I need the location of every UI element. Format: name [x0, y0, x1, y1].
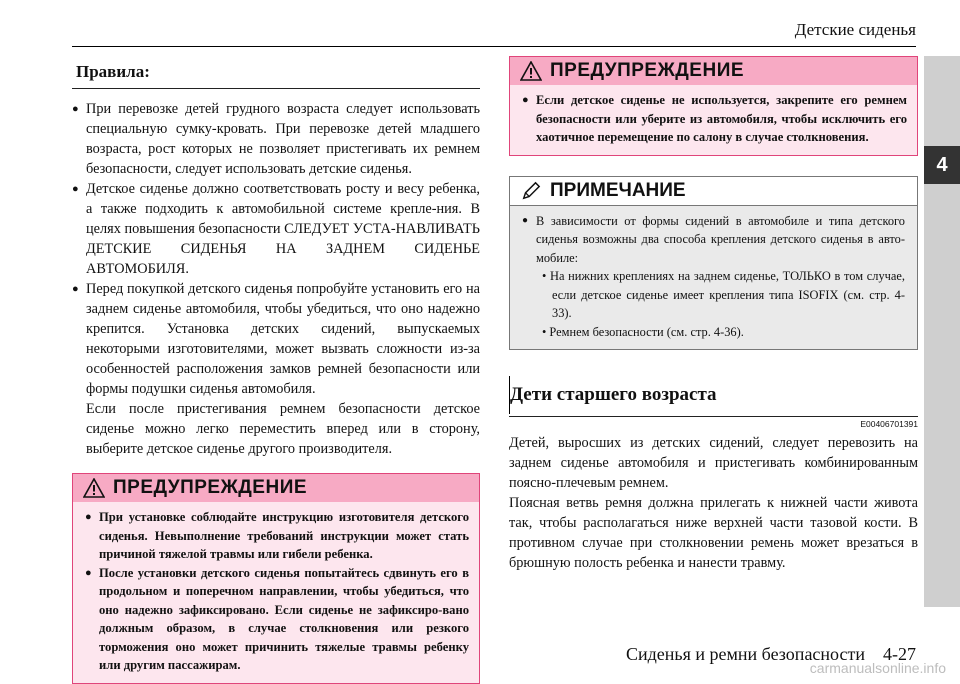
warning-item: ● Если детское сиденье не используется, закрепите его ремнем безопасности или уберите из автомобиля, чтобы исключить его хаотичное перемещение по салону в случае столкновения. — [522, 91, 907, 147]
warning-header — [510, 57, 917, 85]
warning-box-left — [72, 473, 480, 684]
rule-extra-paragraph: Если после пристегивания ремнем безопасности детское сиденье можно легко переместить вперед или в сторону, выберите детское сиденье другого производителя. — [86, 401, 480, 457]
note-subitem: • Ремнем безопасности (см. стр. 4-36). — [542, 324, 744, 339]
note-subitem: • На нижних креплениях на заднем сиденье, ТОЛЬКО в том случае, если детское сиденье имеет крепления типа ISOFIX (см. стр. 4-33). — [542, 269, 905, 320]
pencil-icon — [520, 181, 542, 201]
section-paragraph: Поясная ветвь ремня должна прилегать к нижней части живота так, чтобы располагаться ниже верхней части тазовой кости. В противном случае при столкновении ремень может врезаться в брюшную полость ребенка и нанести травму. — [509, 495, 918, 571]
footer-section-name: Сиденья и ремни безопасности — [625, 644, 865, 664]
section-paragraph: Детей, выросших из детских сидений, следует перевозить на заднем сиденье автомобиля и пристегивать комбинированным поясно-плечевым ремнем. — [509, 435, 918, 491]
page-header-title: Детские сиденья — [794, 20, 916, 39]
section-rule — [509, 416, 918, 417]
warning-body — [510, 85, 917, 155]
warning-box-right — [509, 56, 918, 156]
page-number: 4-27 — [883, 644, 916, 664]
rule-item: ● Детское сиденье должно соответствовать росту и весу ребенка, а также подходить к автомобильной системе крепле-ния. В целях повышения безопасности СЛЕДУЕТ УСТА-НАВЛИВАТЬ ДЕТСКИЕ СИДЕНЬЯ НА ЗАДНЕМ СИДЕНЬЕ АВТОМОБИЛЯ. — [72, 179, 480, 279]
side-thumb-tab — [924, 56, 960, 607]
section-title: Дети старшего возраста — [510, 384, 717, 405]
warning-triangle-icon — [83, 478, 105, 498]
rule-item: ● Перед покупкой детского сиденья попробуйте установить его на заднем сиденье автомобиля, чтобы убедиться, что оно надежно крепится. Установка детских сидений, выпускаемых некоторыми изготовителями, может вызвать сложности из-за особенностей расположения замков ремней безопасности или формы подушки сиденья автомобиля. — [72, 279, 480, 399]
rules-list — [72, 99, 480, 399]
note-box — [509, 176, 918, 351]
section-code: E00406701391 — [860, 419, 918, 429]
rules-heading: Правила: — [72, 52, 480, 89]
note-body — [510, 206, 917, 350]
warning-item: ● При установке соблюдайте инструкцию изготовителя детского сиденья. Невыполнение требований инструкции может стать причиной тяжелой травмы или гибели ребенка. — [85, 508, 469, 564]
watermark-text: carmanualsonline.info — [809, 660, 946, 676]
chapter-number: 4 — [924, 146, 960, 184]
warning-body — [73, 502, 479, 683]
warning-title: ПРЕДУПРЕЖДЕНИЕ — [113, 477, 308, 498]
warning-item: ● После установки детского сиденья попытайтесь сдвинуть его в продольном и поперечном направлении, чтобы убедиться, что оно надежно зафиксировано. Если сиденье не зафиксиро-вано должным образом, в случае столкновения или резкого торможения оно может причинить тяжелые травмы ребенку или другим пассажирам. — [85, 564, 469, 675]
left-column — [72, 52, 480, 684]
right-column — [509, 56, 918, 573]
note-title: ПРИМЕЧАНИЕ — [550, 179, 686, 201]
warning-triangle-icon — [520, 61, 542, 81]
warning-header — [73, 474, 479, 502]
rule-item: ● При перевозке детей грудного возраста следует использовать специальную сумку-кровать. При перевозке детей младшего возраста, рост которых не позволяет пристегивать их ремнем безопасности, следует использовать детские сиденья. — [72, 99, 480, 179]
note-header — [510, 177, 917, 206]
older-children-section-header — [509, 376, 918, 414]
warning-title: ПРЕДУПРЕЖДЕНИЕ — [550, 60, 745, 81]
note-item: ● В зависимости от формы сидений в автомобиле и типа детского сиденья возможны два способа крепления детского сиденья в авто-мобиле: — [522, 212, 905, 268]
header-rule — [72, 46, 916, 47]
